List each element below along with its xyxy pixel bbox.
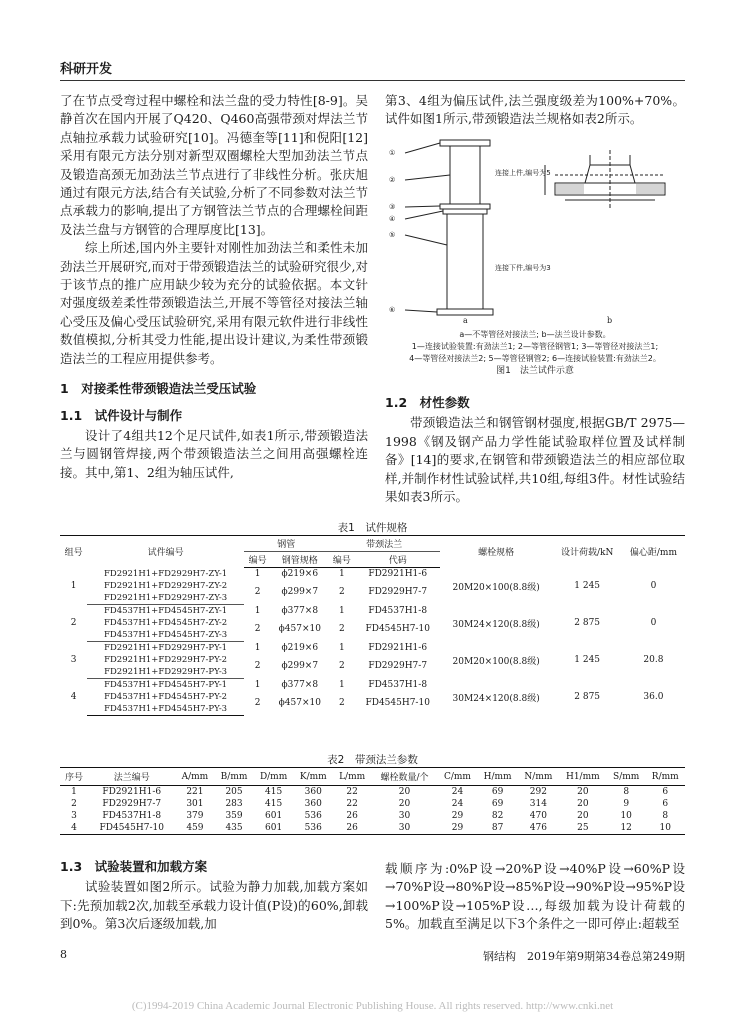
bottom-plate (437, 309, 493, 315)
table-2 (60, 752, 685, 835)
figure-1 (385, 135, 685, 385)
table-2-cell: 82 (491, 811, 504, 821)
flange-number: 2 (339, 661, 345, 672)
pipe-spec: ϕ219×6 (281, 642, 319, 653)
table-2-header: R/mm (646, 768, 686, 786)
specimen-id: FD2921H1+FD2929H7-PY-2 (104, 655, 228, 665)
eccentricity: 20.8 (643, 655, 664, 665)
right-paragraph-1: 第3、4组为偏压试件,法兰强度级差为100%+70%。试件如图1所示,带颈锻造法兰规格如表2所示。 (385, 93, 685, 127)
table-2-header: C/mm (438, 768, 478, 786)
table-2-cell: 470 (529, 811, 547, 821)
flange-number: 2 (339, 587, 345, 598)
table-2-cell: 22 (346, 799, 358, 809)
table-1 (60, 520, 685, 716)
bolt-spec: 20M20×100(8.8级) (452, 656, 540, 667)
table-2-cell: 9 (623, 799, 630, 809)
pipe-spec: ϕ299×7 (281, 587, 319, 598)
table-2-cell: 359 (225, 811, 243, 821)
bottom-left-column (60, 858, 368, 934)
specimen-id: FD4537H1+FD4545H7-PY-2 (104, 692, 228, 702)
fig-label-a: a (463, 316, 468, 325)
table-2-cell: 415 (265, 787, 283, 797)
pipe-number: 2 (254, 661, 261, 672)
pipe-spec: ϕ457×10 (278, 624, 321, 635)
table-2-header: 螺栓数量/个 (371, 768, 437, 786)
eccentricity: 0 (650, 618, 657, 628)
svg-text:①: ① (389, 149, 396, 157)
table-2-cell: 283 (225, 799, 243, 809)
table-2-header: H/mm (477, 768, 518, 786)
table-2-cell: 25 (559, 822, 607, 835)
fig-note-lower: 连接下件,编号为3 (495, 264, 551, 272)
table-2-title: 表2 带颈法兰参数 (327, 754, 418, 766)
table-1-title: 表1 试件规格 (337, 522, 408, 534)
upper-pipe (450, 146, 480, 204)
group-number: 3 (70, 655, 77, 665)
th-pipe-spec: 钢管规格 (271, 552, 328, 568)
table-2-cell: 87 (477, 822, 518, 835)
table-2-cell: FD2929H7-7 (102, 799, 162, 809)
pipe-number: 1 (254, 642, 261, 653)
flange-code: FD4545H7-10 (365, 624, 430, 635)
specimen-id: FD4537H1+FD4545H7-PY-1 (104, 680, 228, 690)
header-rule (60, 80, 685, 81)
table-2-cell: 26 (346, 811, 358, 821)
table-2-header: L/mm (333, 768, 371, 786)
table-2-cell: 8 (623, 787, 630, 797)
upper-flange (440, 204, 490, 209)
bottom-right-paragraph: 载顺序为:0%P设→20%P设→40%P设→60%P设→70%P设→80%P设→85%P设→90%P设→95%P设→100%P设→105%P设…,每级加载为设计荷载的5%。加载直至满足以下3个条件之一即可停止:超载至 (385, 861, 685, 932)
flange-number: 1 (339, 569, 345, 579)
table-2-header: N/mm (518, 768, 559, 786)
specimen-id: FD4537H1+FD4545H7-PY-3 (87, 703, 244, 716)
specimen-id: FD2921H1+FD2929H7-ZY-3 (87, 592, 244, 605)
flange-code: FD2921H1-6 (368, 569, 428, 579)
table-2-header: B/mm (214, 768, 253, 786)
table-2-cell: 601 (254, 822, 294, 835)
figure-1-caption-b: 1—连接试验装置:有劲法兰1; 2—等管径钢管1; 3—等管径对接法兰1; (411, 342, 659, 351)
svg-text:②: ② (389, 176, 396, 184)
table-2-cell: 10 (646, 822, 686, 835)
section-1-heading: 1 对接柔性带颈锻造法兰受压试验 (60, 381, 257, 397)
table-2-cell: 26 (333, 822, 371, 835)
specimen-id: FD2921H1+FD2929H7-ZY-1 (104, 568, 228, 579)
group-number: 1 (70, 581, 77, 591)
flange-number: 1 (339, 642, 345, 653)
table-2-row (60, 822, 685, 835)
table-2-cell: 20 (398, 787, 411, 797)
table-2-cell: 20 (577, 799, 589, 809)
left-paragraph-1: 了在节点受弯过程中螺栓和法兰盘的受力特性[8-9]。吴静首次在国内开展了Q420、Q460高强带颈对焊法兰节点轴拉承载力试验研究[10]。冯德奎等[11]和倪阳[12]采用有限元方法分别对新型双圈螺栓大型加劲法兰节点及锻造高颈无加劲法兰节点进行了非线性分析。张庆旭通过有限元方法,结合有关试验,分析了不同参数对法兰节点承载力的影响,提出了方钢管法兰节点的合理螺栓间距及法兰盘与方钢管的合理厚度比[13]。 (60, 93, 368, 237)
table-2-cell: 435 (214, 822, 253, 835)
svg-text:④: ④ (389, 215, 396, 223)
pipe-number: 1 (254, 679, 261, 690)
fig-note-upper: 连接上件,编号为5 (495, 169, 551, 177)
th-bolt: 螺栓规格 (440, 536, 552, 568)
table-2-cell: 29 (451, 811, 464, 821)
specimen-id: FD4537H1+FD4545H7-ZY-1 (104, 606, 228, 616)
svg-text:③: ③ (389, 203, 396, 211)
table-1-row (60, 679, 685, 692)
table-2-header: A/mm (175, 768, 214, 786)
figure-1-caption-a: a—不等管径对接法兰; b—法兰设计参数。 (459, 330, 611, 339)
bolt-spec: 20M20×100(8.8级) (452, 582, 540, 593)
table-2-cell: 536 (304, 811, 322, 821)
table-1-row (60, 605, 685, 618)
specimen-id: FD2921H1+FD2929H7-PY-3 (87, 666, 244, 679)
table-1-row (60, 568, 685, 581)
table-2-cell: 314 (529, 799, 547, 809)
table-1-body (60, 568, 685, 716)
pipe-number: 2 (254, 587, 261, 598)
specimen-id: FD4537H1+FD4545H7-ZY-3 (87, 629, 244, 642)
table-2-cell: 3 (71, 811, 77, 821)
table-2-cell: 8 (662, 811, 669, 821)
pipe-spec: ϕ457×10 (278, 698, 321, 709)
table-2-cell: 69 (491, 799, 504, 809)
right-column-section-1-2 (385, 394, 685, 506)
section-1-3-heading: 1.3 试验装置和加载方案 (60, 859, 208, 874)
pipe-spec: ϕ377×8 (281, 679, 319, 690)
table-1-row (60, 642, 685, 655)
table-2-cell: 20 (398, 799, 411, 809)
table-2-cell: 12 (607, 822, 646, 835)
table-2-cell: 24 (451, 799, 464, 809)
th-flange: 带颈法兰 (328, 536, 440, 552)
table-2-body (60, 786, 685, 835)
table-2-cell: FD2921H1-6 (102, 787, 162, 797)
table-2-cell: 30 (398, 811, 411, 821)
table-2-cell: 69 (491, 787, 504, 797)
group-number: 4 (70, 692, 77, 702)
right-paragraph-2: 带颈锻造法兰和钢管钢材强度,根据GB/T 2975—1998《钢及钢产品力学性能试验取样位置及试样制备》[14]的要求,在钢管和带颈锻造法兰的相应部位取样,并制作材性试验试样,共10组,每组3件。材性试验结果如表3所示。 (385, 415, 685, 505)
figure-1-caption-c: 4—等管径对接法兰2; 5—等管径钢管2; 6—连接试验装置:有劲法兰2。 (409, 354, 661, 363)
lower-flange (443, 209, 487, 214)
eccentricity: 36.0 (643, 692, 664, 702)
flange-code: FD2929H7-7 (368, 587, 428, 598)
th-flange-no: 编号 (328, 552, 355, 568)
section-1-2-heading: 1.2 材性参数 (385, 395, 470, 410)
table-2-header: D/mm (254, 768, 294, 786)
copyright-watermark: (C)1994-2019 China Academic Journal Electronic Publishing House. All rights reserved. http://www.cnki.net (131, 1000, 614, 1012)
table-2-cell: 360 (304, 787, 322, 797)
left-paragraph-3: 设计了4组共12个足尺试件,如表1所示,带颈锻造法兰与圆钢管焊接,两个带颈锻造法兰之间用高强螺栓连接。其中,第1、2组为轴压试件, (60, 427, 368, 480)
table-2-row (60, 810, 685, 822)
figure-1-title: 图1 法兰试件示意 (496, 366, 574, 376)
flange-code: FD4537H1-8 (368, 605, 428, 616)
section-1-1-heading: 1.1 试件设计与制作 (60, 407, 183, 423)
table-2-cell: 20 (577, 811, 589, 821)
table-2-cell: 360 (304, 799, 322, 809)
th-spec-id: 试件编号 (87, 536, 244, 568)
left-column (60, 92, 368, 482)
design-load: 1 245 (574, 655, 601, 665)
table-2-cell: FD4537H1-8 (102, 811, 162, 821)
pipe-number: 1 (254, 605, 261, 616)
table-2-header: 序号 (60, 768, 88, 786)
table-2-cell: 459 (175, 822, 214, 835)
table-2-cell: 6 (662, 787, 669, 797)
table-2-header-row (60, 768, 685, 786)
table-2-cell: 536 (294, 822, 333, 835)
table-2-cell: 22 (346, 787, 358, 797)
th-ecc: 偏心距/mm (622, 536, 685, 568)
table-2-cell: 30 (371, 822, 437, 835)
journal-info: 钢结构 2019年第9期第34卷总第249期 (483, 950, 685, 963)
table-2-cell: 205 (225, 787, 243, 797)
bolt-spec: 30M24×120(8.8级) (452, 693, 540, 704)
flange-code: FD2929H7-7 (368, 661, 428, 672)
pipe-number: 1 (254, 569, 261, 579)
flange-number: 2 (339, 624, 345, 635)
table-2-cell: 292 (529, 787, 547, 797)
flange-code: FD4537H1-8 (368, 679, 428, 690)
table-2-row (60, 786, 685, 799)
pipe-number: 2 (254, 624, 261, 635)
table-2-cell: 301 (186, 799, 204, 809)
specimen-id: FD2921H1+FD2929H7-PY-1 (104, 643, 228, 653)
th-flange-code: 代码 (356, 552, 440, 568)
svg-text:⑥: ⑥ (389, 306, 396, 314)
top-plate (440, 140, 490, 146)
left-paragraph-2: 综上所述,国内外主要针对刚性加劲法兰和柔性未加劲法兰开展研究,而对于带颈锻造法兰的试验研究很少,对于该节点的推广应用缺少较为充分的试验依据。本文针对强度级差柔性带颈锻造法兰,开展不等管径对接法兰轴心受压及偏心受压试验研究,采用有限元软件进行非线性数值模拟,分析其受力性能,提出设计建议,为柔性带颈锻造法兰的工程应用提供参考。 (60, 240, 368, 366)
table-2-header: K/mm (294, 768, 333, 786)
figure-1-drawing (385, 135, 685, 325)
pipe-number: 2 (254, 698, 261, 709)
running-header: 科研开发 (60, 62, 113, 77)
th-load: 设计荷载/kN (552, 536, 622, 568)
design-load: 1 245 (574, 581, 601, 591)
bolt-spec: 30M24×120(8.8级) (452, 619, 540, 630)
flange-code: FD4545H7-10 (365, 698, 430, 709)
specimen-id: FD4537H1+FD4545H7-ZY-2 (104, 618, 228, 628)
pipe-spec: ϕ377×8 (281, 605, 319, 616)
table-2-cell: 476 (518, 822, 559, 835)
group-number: 2 (70, 618, 77, 628)
table-2-cell: 4 (60, 822, 88, 835)
th-pipe-no: 编号 (244, 552, 271, 568)
svg-text:⑤: ⑤ (389, 231, 396, 239)
table-2-cell: 20 (577, 787, 589, 797)
flange-code: FD2921H1-6 (368, 642, 428, 653)
table-2-header: S/mm (607, 768, 646, 786)
table-2-cell: FD4545H7-10 (88, 822, 175, 835)
table-2-cell: 601 (265, 811, 283, 821)
table-2-cell: 29 (438, 822, 478, 835)
eccentricity: 0 (650, 581, 657, 591)
table-2-cell: 2 (71, 799, 77, 809)
flange-number: 1 (339, 679, 345, 690)
table-2-cell: 10 (620, 811, 632, 821)
flange-number: 2 (339, 698, 345, 709)
table-2-row (60, 798, 685, 810)
th-group: 组号 (60, 536, 87, 568)
specimen-id: FD2921H1+FD2929H7-ZY-2 (104, 581, 228, 591)
bottom-left-paragraph: 试验装置如图2所示。试验为静力加载,加载方案如下:先预加载2次,加载至承载力设计值(P设)的60%,卸载到0%。第3次后逐级加载,加 (60, 879, 368, 932)
th-pipe: 钢管 (244, 536, 328, 552)
flange-number: 1 (339, 605, 345, 616)
bottom-right-column (385, 860, 685, 934)
table-2-header: 法兰编号 (88, 768, 175, 786)
table-2-cell: 379 (186, 811, 204, 821)
page-number: 8 (60, 948, 67, 961)
table-2-cell: 415 (265, 799, 283, 809)
table-2-header: H1/mm (559, 768, 607, 786)
pipe-spec: ϕ299×7 (281, 661, 319, 672)
right-column-top (385, 92, 685, 129)
fig-label-b: b (607, 316, 613, 325)
table-2-cell: 1 (71, 787, 77, 797)
design-load: 2 875 (574, 618, 601, 628)
lower-pipe (447, 214, 483, 309)
table-2-cell: 221 (186, 787, 204, 797)
table-2-cell: 24 (451, 787, 464, 797)
table-2-cell: 6 (662, 799, 669, 809)
design-load: 2 875 (574, 692, 601, 702)
pipe-spec: ϕ219×6 (281, 569, 319, 579)
